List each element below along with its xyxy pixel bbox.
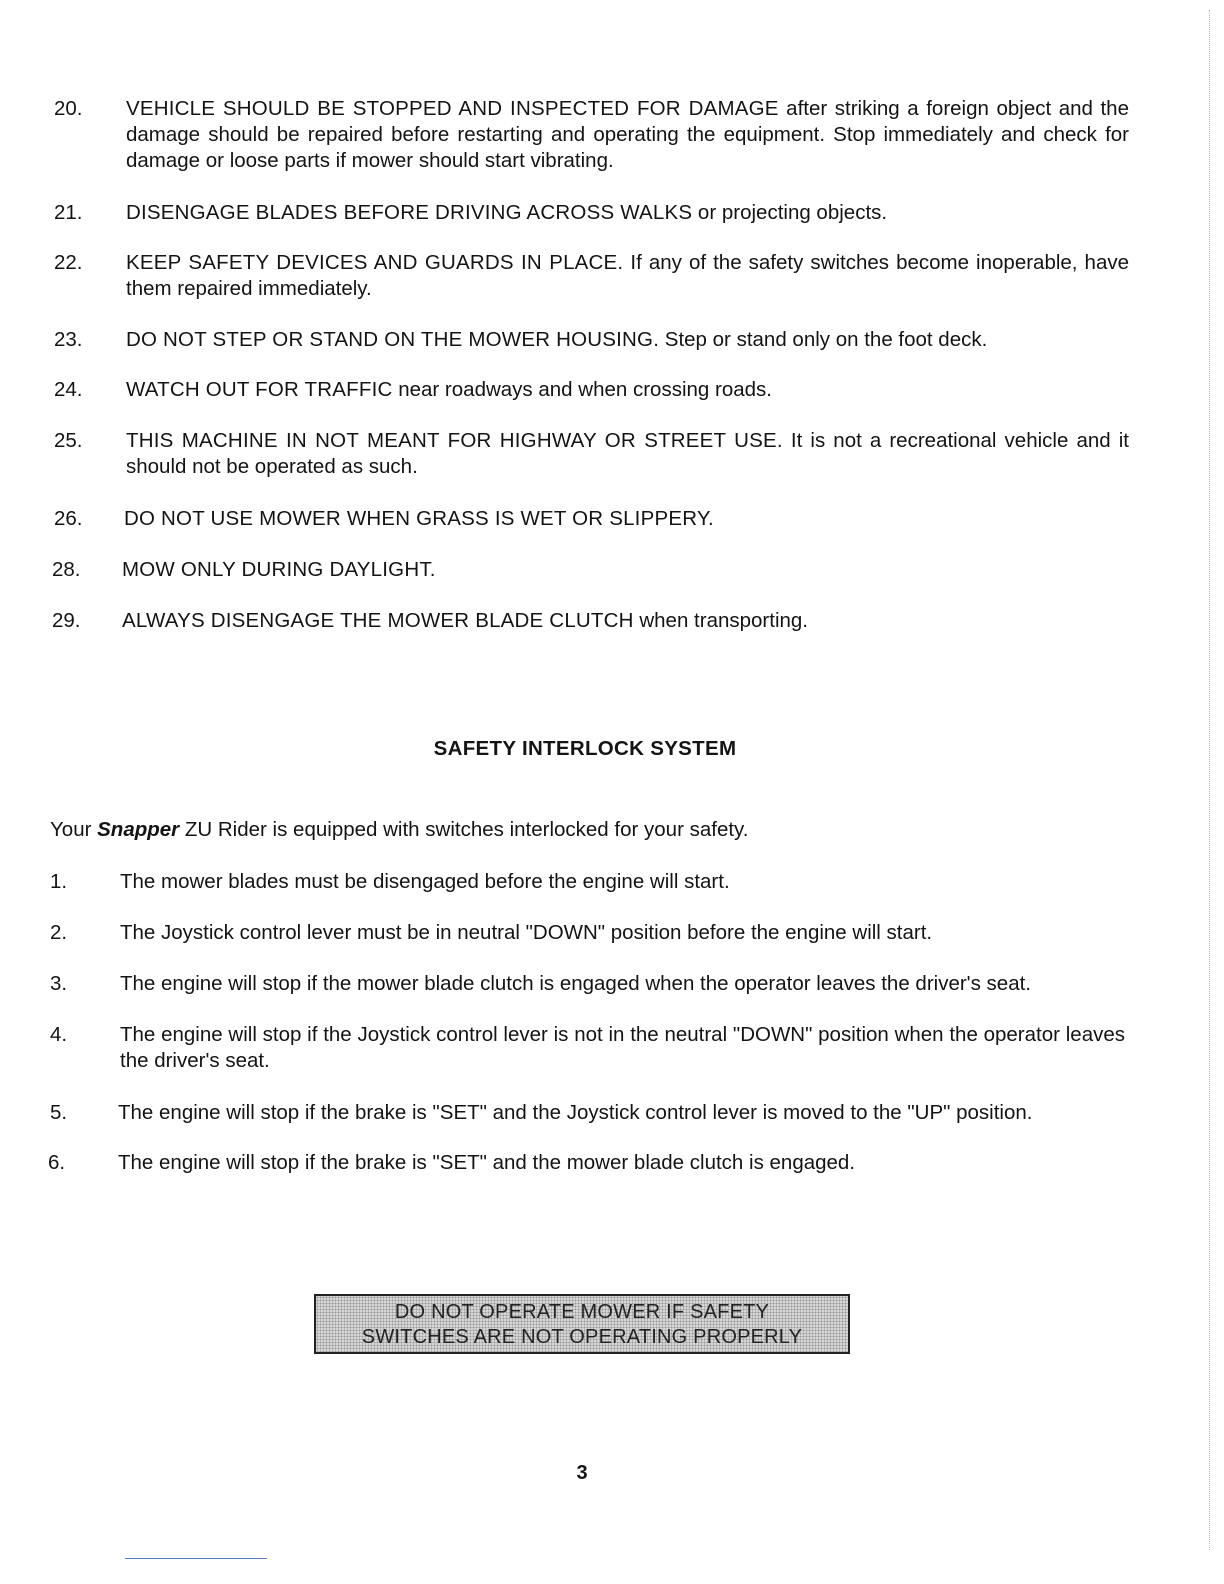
rule-26 bbox=[54, 506, 1129, 534]
interlock-number: 1. bbox=[50, 870, 68, 893]
rule-text bbox=[126, 96, 1129, 174]
rule-rest: or projecting objects. bbox=[692, 201, 888, 224]
interlock-number: 5. bbox=[50, 1101, 68, 1124]
rule-21 bbox=[54, 200, 1129, 228]
rule-text bbox=[122, 608, 1125, 634]
interlock-text: The engine will stop if the Joystick control lever is not in the neutral "DOWN" position when the operator leaves the driver's seat. bbox=[120, 1023, 1125, 1072]
interlock-text: The Joystick control lever must be in neutral "DOWN" position before the engine will start. bbox=[120, 921, 933, 944]
brand-name: Snapper bbox=[97, 818, 180, 841]
rule-lead: THIS MACHINE IN NOT MEANT FOR HIGHWAY OR STREET USE. bbox=[126, 429, 783, 452]
footer-rule bbox=[125, 1558, 267, 1559]
rule-text bbox=[126, 327, 1129, 353]
rule-28 bbox=[52, 557, 1127, 585]
warning-line-1: DO NOT OPERATE MOWER IF SAFETY bbox=[394, 1301, 770, 1323]
rule-lead: WATCH OUT FOR TRAFFIC bbox=[126, 378, 393, 401]
interlock-number: 3. bbox=[50, 972, 68, 995]
rule-number: 29. bbox=[52, 609, 81, 632]
intro-prefix: Your bbox=[50, 818, 98, 841]
rule-text bbox=[126, 200, 1129, 226]
rule-rest: after striking a foreign object and the damage should be repaired before restarting and operating the equipment. Stop immediately and check for damage or loose parts if mower should start vibrating. bbox=[126, 97, 1129, 172]
safety-warning-box bbox=[314, 1294, 850, 1354]
rule-rest: when transporting. bbox=[633, 609, 809, 632]
rule-lead: DO NOT USE MOWER WHEN GRASS IS WET OR SLIPPERY. bbox=[124, 507, 714, 530]
rule-number: 24. bbox=[54, 378, 83, 401]
warning-line-2: SWITCHES ARE NOT OPERATING PROPERLY bbox=[361, 1326, 803, 1348]
rule-number: 25. bbox=[54, 429, 83, 452]
page-number: 3 bbox=[576, 1462, 588, 1484]
section-heading: SAFETY INTERLOCK SYSTEM bbox=[433, 737, 737, 760]
interlock-text: The engine will stop if the brake is "SET" and the mower blade clutch is engaged. bbox=[118, 1151, 856, 1174]
rule-lead: MOW ONLY DURING DAYLIGHT. bbox=[122, 558, 436, 581]
rule-22 bbox=[54, 250, 1129, 304]
rule-number: 21. bbox=[54, 201, 83, 224]
rule-lead: ALWAYS DISENGAGE THE MOWER BLADE CLUTCH bbox=[122, 609, 634, 632]
interlock-number: 6. bbox=[48, 1151, 66, 1174]
rule-text bbox=[126, 250, 1129, 302]
rule-lead: DO NOT STEP OR STAND ON THE MOWER HOUSING. bbox=[126, 328, 660, 351]
rule-24 bbox=[54, 377, 1129, 405]
interlock-text: The engine will stop if the brake is "SET" and the Joystick control lever is moved to the "UP" position. bbox=[118, 1101, 1033, 1124]
rule-number: 26. bbox=[54, 507, 83, 530]
interlock-4 bbox=[50, 1022, 1125, 1076]
rule-number: 28. bbox=[52, 558, 81, 581]
interlock-3 bbox=[50, 971, 1125, 999]
interlock-2 bbox=[50, 920, 1125, 948]
interlock-5 bbox=[50, 1100, 1125, 1128]
rule-text bbox=[124, 506, 1127, 532]
interlock-text: The engine will stop if the mower blade clutch is engaged when the operator leaves the driver's seat. bbox=[120, 972, 1031, 995]
rule-number: 20. bbox=[54, 97, 83, 120]
rule-text bbox=[122, 557, 1125, 583]
interlock-number: 4. bbox=[50, 1023, 68, 1046]
rule-rest: If any of the safety switches become inoperable, have them repaired immediately. bbox=[126, 251, 1130, 300]
rule-23 bbox=[54, 327, 1129, 355]
rule-rest: It is not a recreational vehicle and it should not be operated as such. bbox=[126, 429, 1129, 478]
scan-edge-line bbox=[1209, 10, 1210, 1550]
rule-20 bbox=[54, 96, 1129, 176]
interlock-6 bbox=[48, 1150, 1123, 1178]
rule-text bbox=[126, 377, 1129, 403]
rule-number: 22. bbox=[54, 251, 83, 274]
intro-line bbox=[50, 818, 748, 842]
intro-suffix: ZU Rider is equipped with switches interlocked for your safety. bbox=[179, 818, 749, 841]
rule-lead: DISENGAGE BLADES BEFORE DRIVING ACROSS WALKS bbox=[126, 201, 693, 224]
rule-rest: near roadways and when crossing roads. bbox=[392, 378, 772, 401]
rule-lead: KEEP SAFETY DEVICES AND GUARDS IN PLACE. bbox=[126, 251, 624, 274]
interlock-1 bbox=[50, 869, 1125, 897]
interlock-text: The mower blades must be disengaged before the engine will start. bbox=[120, 870, 730, 893]
rule-text bbox=[126, 428, 1129, 480]
rule-number: 23. bbox=[54, 328, 83, 351]
rule-rest: Step or stand only on the foot deck. bbox=[659, 328, 988, 351]
rule-25 bbox=[54, 428, 1129, 482]
rule-lead: VEHICLE SHOULD BE STOPPED AND INSPECTED FOR DAMAGE bbox=[126, 97, 779, 120]
interlock-number: 2. bbox=[50, 921, 68, 944]
rule-29 bbox=[52, 608, 1127, 636]
